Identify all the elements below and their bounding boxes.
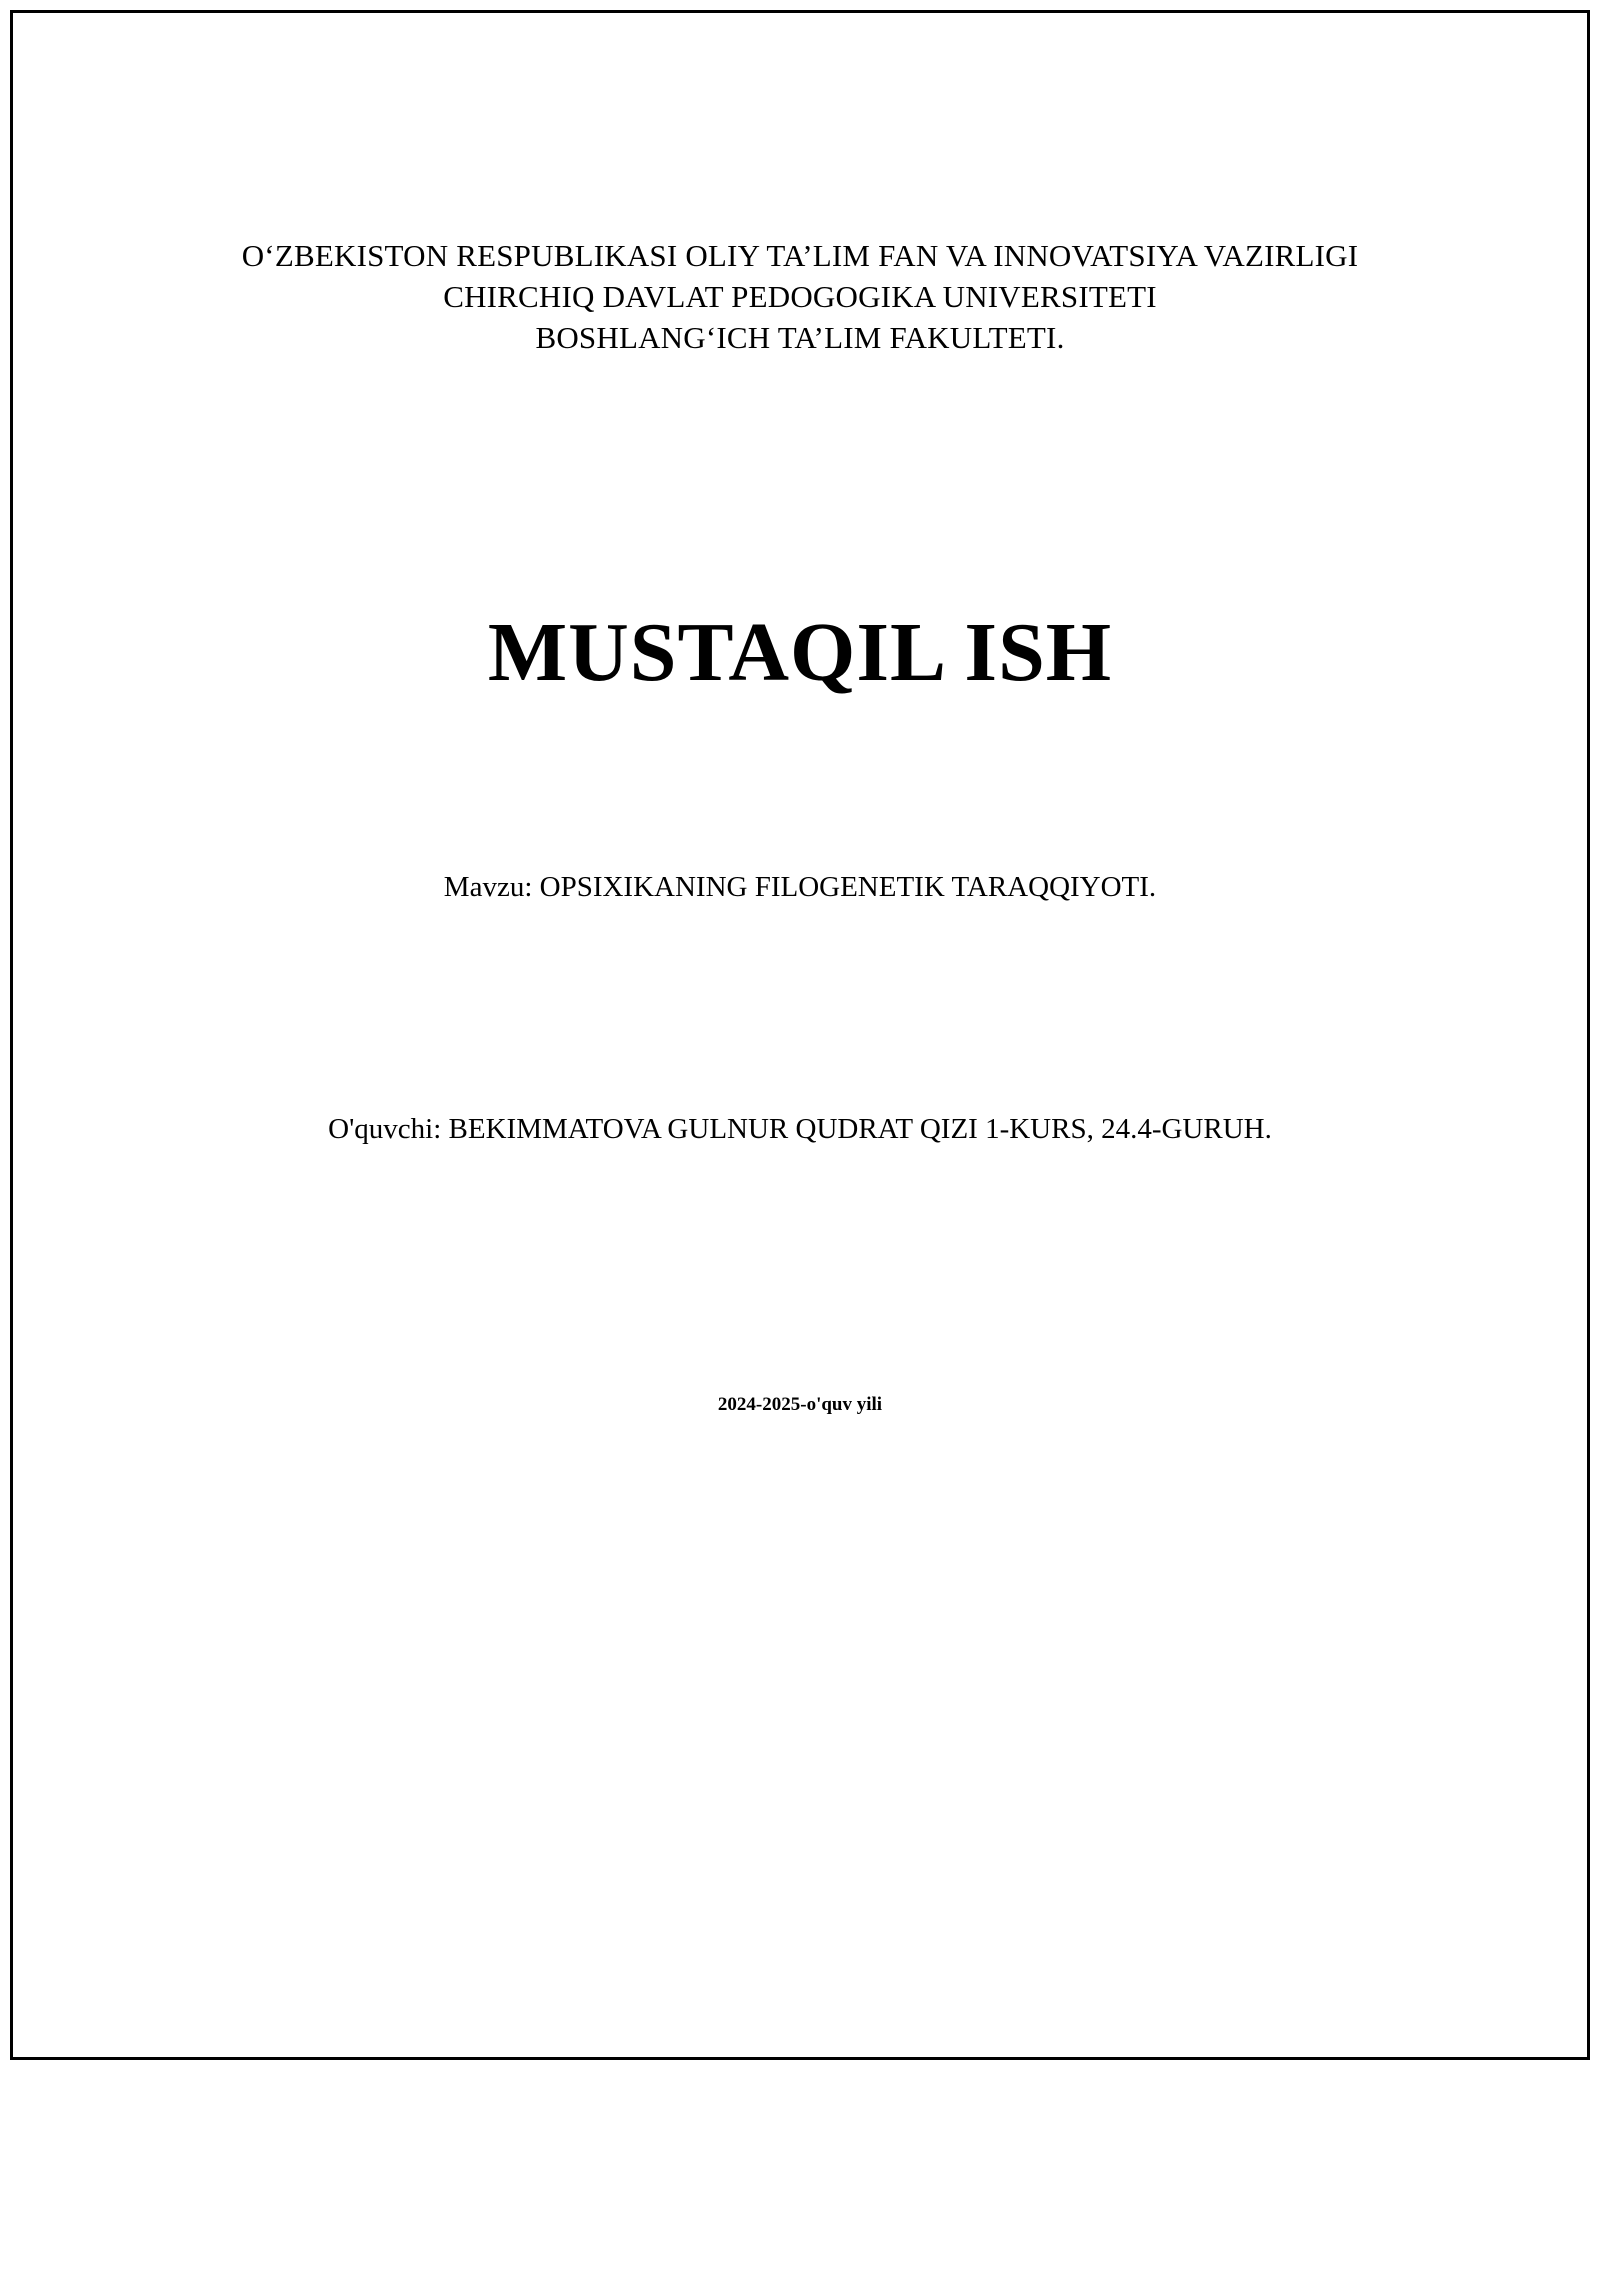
ministry-line: O‘ZBEKISTON RESPUBLIKASI OLIY TA’LIM FAN VA INNOVATSIYA VAZIRLIGI <box>241 238 1359 273</box>
academic-year: 2024-2025-o'quv yili <box>717 1394 883 1416</box>
author-info: O'quvchi: BEKIMMATOVA GULNUR QUDRAT QIZI 1-KURS, 24.4-GURUH. <box>328 1112 1272 1145</box>
institution-header <box>160 235 1440 359</box>
subject-topic: Mavzu: OPSIXIKANING FILOGENETIK TARAQQIYOTI. <box>443 870 1157 903</box>
faculty-line: BOSHLANG‘ICH TA’LIM FAKULTETI. <box>535 320 1065 356</box>
page-title: MUSTAQIL ISH <box>487 605 1113 699</box>
university-line: CHIRCHIQ DAVLAT PEDOGOGIKA UNIVERSITETI <box>443 279 1157 315</box>
page-content <box>10 235 1590 2285</box>
